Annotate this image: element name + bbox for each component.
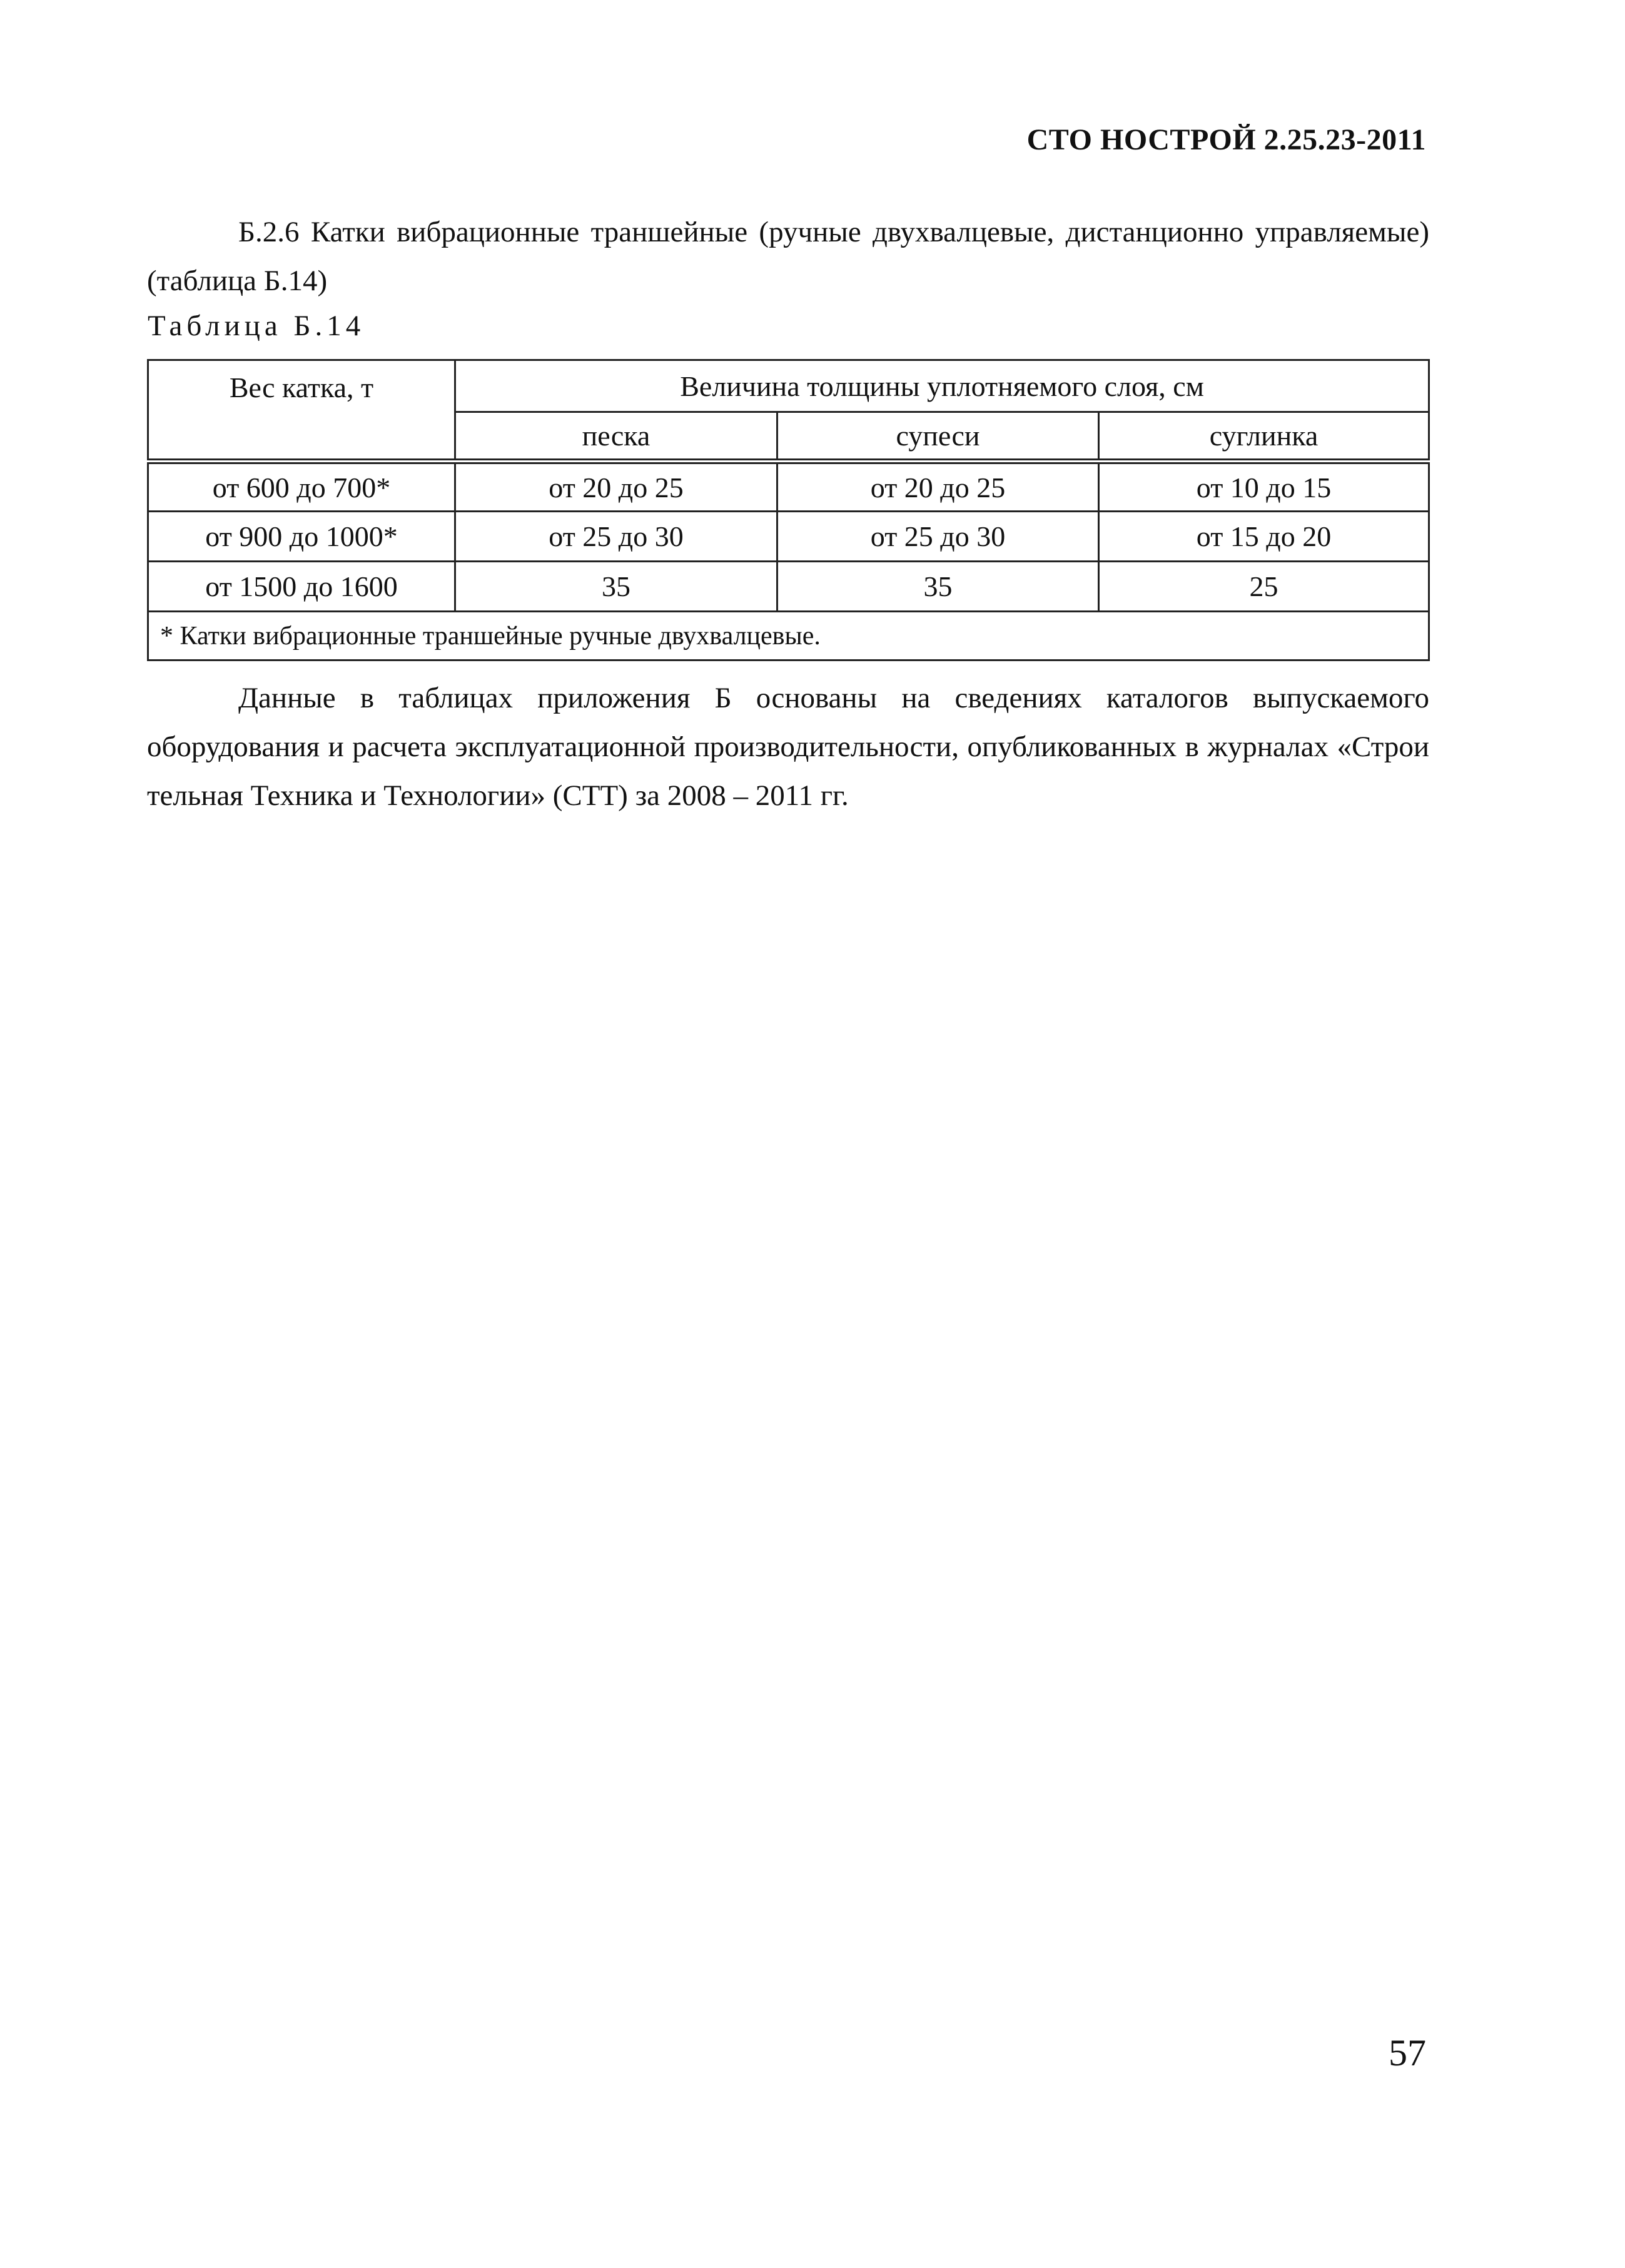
table-cell: от 20 до 25 bbox=[777, 462, 1099, 512]
table-cell: от 10 до 15 bbox=[1099, 462, 1429, 512]
subheader-sand: песка bbox=[455, 412, 777, 462]
document-code-header: СТО НОСТРОЙ 2.25.23-2011 bbox=[1026, 123, 1426, 156]
compaction-table bbox=[147, 359, 1430, 661]
table-cell: 35 bbox=[455, 562, 777, 612]
page-number: 57 bbox=[1389, 2032, 1426, 2073]
table-footnote: * Катки вибрационные траншейные ручные двухвалцевые. bbox=[148, 612, 1429, 661]
table-cell: от 20 до 25 bbox=[455, 462, 777, 512]
table-cell: 35 bbox=[777, 562, 1099, 612]
header-weight: Вес катка, т bbox=[148, 360, 455, 462]
table-row bbox=[148, 462, 1429, 512]
table-cell: от 25 до 30 bbox=[455, 512, 777, 562]
table-header-row bbox=[148, 360, 1429, 412]
table-row bbox=[148, 562, 1429, 612]
table-cell: от 600 до 700* bbox=[148, 462, 455, 512]
closing-paragraph: Данные в таблицах приложения Б основаны на сведениях каталогов выпускаемого оборудования и расчета эксплуатационной производительности, опубликованных в журналах «Строи тельная Техника и Технологии» (СТТ) за 2008 – 2011 гг. bbox=[147, 682, 1429, 812]
table-caption: Таблица Б.14 bbox=[148, 310, 365, 342]
table-cell: от 900 до 1000* bbox=[148, 512, 455, 562]
table-row bbox=[148, 512, 1429, 562]
table-cell: от 25 до 30 bbox=[777, 512, 1099, 562]
subheader-loam: суглинка bbox=[1099, 412, 1429, 462]
header-layer-thickness: Величина толщины уплотняемого слоя, см bbox=[455, 360, 1429, 412]
subheader-sandy-loam: супеси bbox=[777, 412, 1099, 462]
table-cell: от 15 до 20 bbox=[1099, 512, 1429, 562]
table-cell: от 1500 до 1600 bbox=[148, 562, 455, 612]
table-note-row bbox=[148, 612, 1429, 661]
table-cell: 25 bbox=[1099, 562, 1429, 612]
section-paragraph: Б.2.6 Катки вибрационные траншейные (ручные двухвалцевые, дистанционно управляемые) (таблица Б.14) bbox=[147, 216, 1429, 297]
